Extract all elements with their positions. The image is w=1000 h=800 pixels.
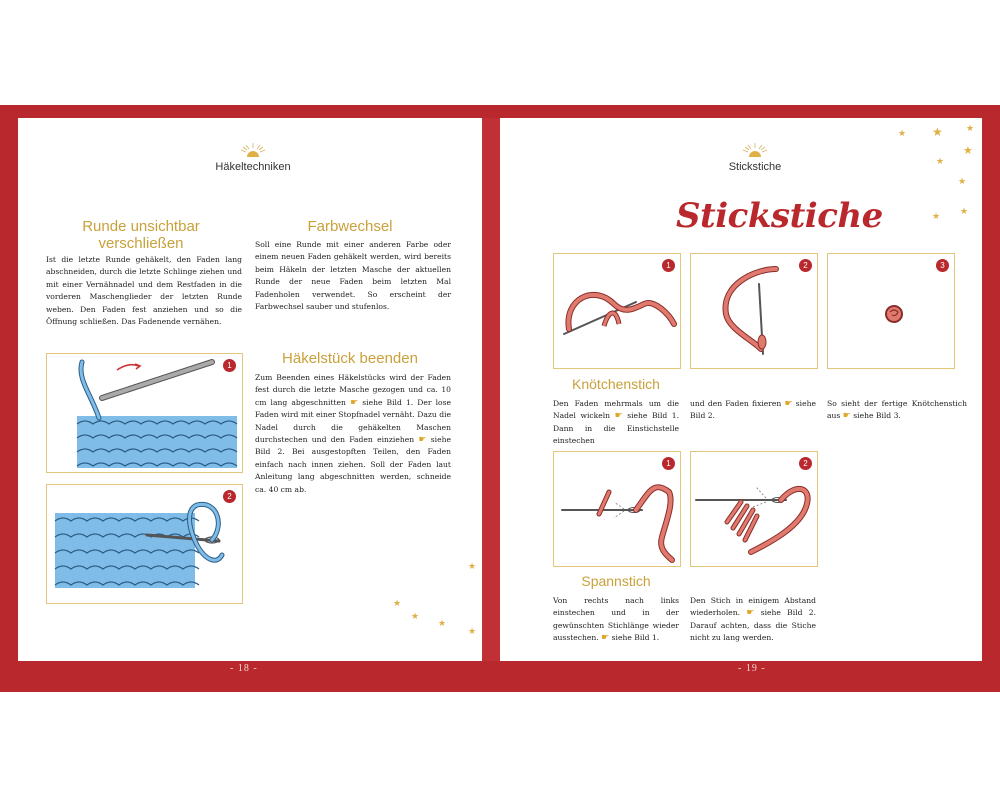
figure-number-badge: 2 <box>799 457 812 470</box>
text-span-col1: Von rechts nach links einstechen und in der gewünschten Stichlänge wieder ausstechen. ☛ siehe Bild 1. <box>553 596 679 644</box>
heading-runde-unsichtbar: Runde unsichtbar verschließen <box>82 218 200 252</box>
heading-spannstich: Spannstich <box>581 573 651 589</box>
page-number-right: - 19 - <box>738 663 766 674</box>
star-icon: ★ <box>936 157 945 167</box>
star-icon: ★ <box>438 619 447 629</box>
left-page-header <box>203 140 303 173</box>
pointing-hand-icon: ☛ <box>842 411 851 422</box>
knot-stitch-step1-illustration <box>554 254 680 368</box>
text-haekelstueck-beenden: Zum Beenden eines Häkelstücks wird der Faden fest durch die letzte Masche gezogen und ca. 10 cm lang abgeschnitten ☛ siehe Bild 1. Der lose Faden wird mit einer Stopfnadel vernäht. Dazu die Nadel durch die gehäkelten Maschen durchstechen und den Faden einziehen ☛ siehe Bild 2. Bei ausgestopften Teilen, den Faden einfach nach innen ziehen. Soll der Faden laut Anleitung lang abgeschnitten werden, schneide ca. 40 cm ab. <box>255 373 451 494</box>
pointing-hand-icon: ☛ <box>350 397 359 408</box>
right-page <box>500 118 982 661</box>
knot-stitch-step2-illustration <box>691 254 817 368</box>
page-title: Stickstiche <box>676 196 883 236</box>
text-span-col2: Den Stich in einigem Abstand wiederholen. ☛ siehe Bild 2. Darauf achten, dass die Stiche nicht zu lang werden. <box>690 596 816 643</box>
star-icon: ★ <box>963 144 973 157</box>
pointing-hand-icon: ☛ <box>614 411 623 422</box>
star-icon: ★ <box>966 124 975 134</box>
figure-knot-3 <box>827 253 955 369</box>
figure-span-2 <box>690 451 818 567</box>
star-icon: ★ <box>960 207 969 217</box>
heading-farbwechsel: Farbwechsel <box>307 218 393 235</box>
figure-number-badge: 2 <box>223 490 236 503</box>
text-farbwechsel: Soll eine Runde mit einer anderen Farbe oder einem neuen Faden gehäkelt werden, wird bereits beim Häkeln der letzten Masche der aktuellen Runde der neue Faden beim letzten Mal Fadenholen verwendet. So erscheint der Farbwechsel sauber und stufenlos. <box>255 240 451 312</box>
knot-stitch-step3-illustration <box>828 254 954 368</box>
figure-knot-2 <box>690 253 818 369</box>
pointing-hand-icon: ☛ <box>784 399 793 409</box>
right-header-text: Stickstiche <box>728 161 782 173</box>
page-number-left: - 18 - <box>230 663 258 674</box>
figure-number-badge: 1 <box>662 259 675 272</box>
satin-stitch-step2-illustration <box>691 452 817 566</box>
figure-span-1 <box>553 451 681 567</box>
heading-haekelstueck-beenden: Häkelstück beenden <box>282 350 418 367</box>
crochet-finishing-illustration <box>47 354 242 472</box>
figure-crochet-2 <box>46 484 243 604</box>
star-icon: ★ <box>932 125 943 139</box>
figure-crochet-1 <box>46 353 243 473</box>
text-runde-unsichtbar: Ist die letzte Runde gehäkelt, den Faden lang abschneiden, durch die letzte Schlinge ziehen und mit einer Vernähnadel und dem Restfaden in die vorderen Maschenglieder der letzten Runde weben. Den Faden fest anziehen und so die Öffnung schließen. Das Fadenende vernähen. <box>46 255 242 327</box>
figure-number-badge: 2 <box>799 259 812 272</box>
satin-stitch-step1-illustration <box>554 452 680 566</box>
star-icon: ★ <box>393 599 402 609</box>
figure-number-badge: 1 <box>223 359 236 372</box>
left-page <box>18 118 482 661</box>
text-knot-col3: So sieht der fertige Knötchenstich aus ☛ siehe Bild 3. <box>827 399 967 422</box>
figure-number-badge: 3 <box>936 259 949 272</box>
pointing-hand-icon: ☛ <box>418 435 427 446</box>
right-page-header <box>705 140 805 173</box>
figure-number-badge: 1 <box>662 457 675 470</box>
star-icon: ★ <box>958 177 967 187</box>
text-knot-col2: und den Faden fixieren ☛ siehe Bild 2. <box>690 399 816 421</box>
figure-knot-1 <box>553 253 681 369</box>
star-icon: ★ <box>468 627 477 637</box>
star-icon: ★ <box>411 612 420 622</box>
heading-knoetchenstich: Knötchenstich <box>572 376 660 392</box>
pointing-hand-icon: ☛ <box>601 633 610 644</box>
left-header-text: Häkeltechniken <box>215 161 291 173</box>
sun-ornament-icon <box>238 140 268 160</box>
star-icon: ★ <box>468 562 477 572</box>
pointing-hand-icon: ☛ <box>746 608 755 619</box>
star-icon: ★ <box>898 129 907 139</box>
book-spread-frame <box>0 105 1000 692</box>
book-gutter <box>482 118 500 661</box>
sun-ornament-icon <box>740 140 770 160</box>
sewing-end-illustration <box>47 485 242 603</box>
text-knot-col1: Den Faden mehrmals um die Nadel wickeln ☛ siehe Bild 1. Dann in die Einstichstelle einstechen <box>553 399 680 446</box>
star-icon: ★ <box>932 212 941 222</box>
